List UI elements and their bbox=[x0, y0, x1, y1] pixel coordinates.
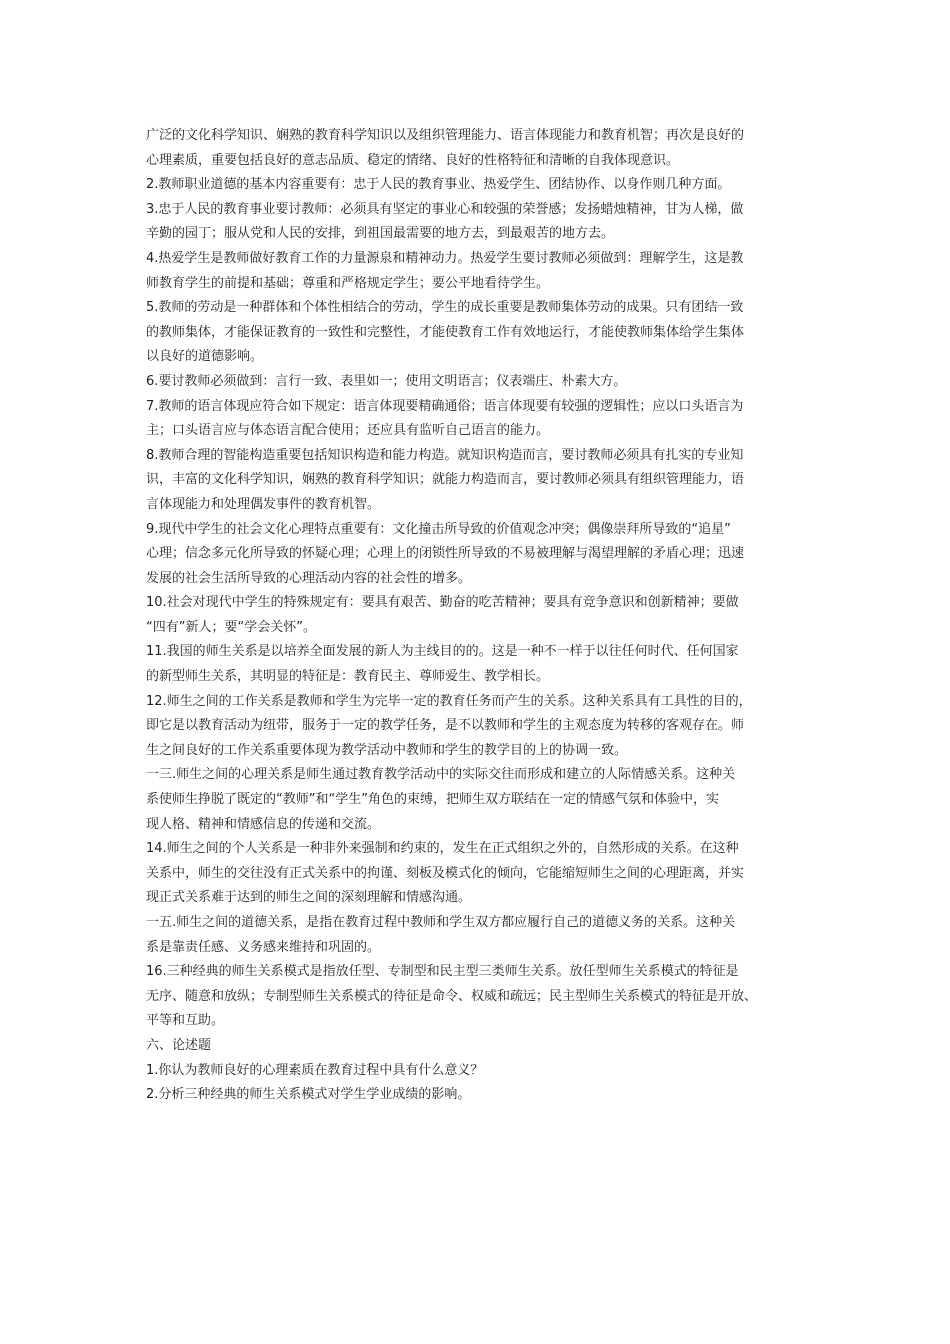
text-line: 心理素质，重要包括良好的意志品质、稳定的情绪、良好的性格特征和清晰的自我体现意识。 bbox=[146, 152, 680, 168]
text-line: 生之间良好的工作关系重要体现为教学活动中教师和学生的教学目的上的协调一致。 bbox=[146, 742, 628, 758]
text-line: 心理；信念多元化所导致的怀疑心理；心理上的闭锁性所导致的不易被理解与渴望理解的矛盾心理；迅速 bbox=[146, 546, 745, 562]
text-line: 系使师生挣脱了既定的“教师”和“学生”角色的束缚，把师生双方联结在一定的情感气氛和体验中，实 bbox=[146, 792, 719, 808]
text-line: 14.师生之间的个人关系是一种非外来强制和约束的，发生在正式组织之外的，自然形成的关系。在这种 bbox=[146, 841, 739, 857]
text-line: 现正式关系难于达到的师生之间的深刻理解和情感沟通。 bbox=[146, 890, 472, 906]
text-line: 的教师集体，才能保证教育的一致性和完整性，才能使教育工作有效地运行，才能使教师集体给学生集体 bbox=[146, 324, 745, 340]
text-line: 16.三种经典的师生关系模式是指放任型、专制型和民主型三类师生关系。放任型师生关系模式的特征是 bbox=[146, 964, 739, 980]
text-line: 6.要讨教师必须做到：言行一致、表里如一；使用文明语言；仪表端庄、朴素大方。 bbox=[146, 373, 627, 389]
text-line: 关系中，师生的交往没有正式关系中的拘谨、刻板及模式化的倾向，它能缩短师生之间的心理距离，并实 bbox=[146, 865, 745, 881]
essay-question: 1.你认为教师良好的心理素质在教育过程中具有什么意义？ bbox=[146, 1062, 484, 1078]
text-line: 系是靠责任感、义务感来维持和巩固的。 bbox=[146, 939, 381, 955]
text-line: 广泛的文化科学知识、娴熟的教育科学知识以及组织管理能力、语言体现能力和教育机智；再次是良好的 bbox=[146, 128, 745, 143]
text-line: 识，丰富的文化科学知识，娴熟的教育科学知识；就能力构造而言，要讨教师必须具有组织管理能力，语 bbox=[146, 472, 745, 488]
text-line: 7.教师的语言体现应符合如下规定：语言体现要精确通俗；语言体现要有较强的逻辑性；应以口头语言为 bbox=[146, 398, 744, 414]
text-line: 10.社会对现代中学生的特殊规定有：要具有艰苦、勤奋的吃苦精神；要具有竞争意识和创新精神；要做 bbox=[146, 595, 739, 611]
text-line: 一五.师生之间的道德关系，是指在教育过程中教师和学生双方都应履行自己的道德义务的关系。这种关 bbox=[146, 915, 736, 930]
section-heading: 六、论述题 bbox=[146, 1037, 212, 1053]
text-line: 3.忠于人民的教育事业要讨教师：必须具有坚定的事业心和较强的荣誉感；发扬蜡烛精神，甘为人梯，做 bbox=[146, 201, 744, 217]
text-line: 辛勤的园丁；服从党和人民的安排，到祖国最需要的地方去，到最艰苦的地方去。 bbox=[146, 226, 615, 242]
text-line: 5.教师的劳动是一种群体和个体性相结合的劳动，学生的成长重要是教师集体劳动的成果。只有团结一致 bbox=[146, 300, 744, 316]
text-line: 现人格、精神和情感信息的传递和交流。 bbox=[146, 816, 381, 832]
text-line: 即它是以教育活动为纽带，服务于一定的教学任务，是不以教师和学生的主观态度为转移的客观存在。师 bbox=[146, 718, 745, 734]
text-line: 平等和互助。 bbox=[146, 1013, 225, 1029]
text-line: 12.师生之间的工作关系是教师和学生为完毕一定的教育任务而产生的关系。这种关系具有工具性的目的， bbox=[146, 693, 752, 709]
essay-question: 2.分析三种经典的师生关系模式对学生学业成绩的影响。 bbox=[146, 1087, 471, 1103]
text-line: 无序、随意和放纵；专制型师生关系模式的待征是命令、权威和疏远；民主型师生关系模式的特征是开放、 bbox=[146, 988, 758, 1004]
document-body bbox=[146, 124, 816, 1108]
text-line: 11.我国的师生关系是以培养全面发展的新人为主线目的的。这是一种不一样于以往任何时代、任何国家 bbox=[146, 644, 739, 660]
text-line: 2.教师职业道德的基本内容重要有：忠于人民的教育事业、热爱学生、团结协作、以身作则几种方面。 bbox=[146, 177, 731, 193]
text-line: 言体现能力和处理偶发事件的教育机智。 bbox=[146, 496, 381, 512]
text-line: 以良好的道德影响。 bbox=[146, 349, 264, 365]
text-line: 8.教师合理的智能构造重要包括知识构造和能力构造。就知识构造而言，要讨教师必须具有扎实的专业知 bbox=[146, 447, 744, 463]
text-line: 主；口头语言应与体态语言配合使用；还应具有监听自己语言的能力。 bbox=[146, 423, 550, 439]
text-line: 发展的社会生活所导致的心理活动内容的社会性的增多。 bbox=[146, 570, 472, 586]
text-line: 一三.师生之间的心理关系是师生通过教育教学活动中的实际交往而形成和建立的人际情感关系。这种关 bbox=[146, 767, 736, 783]
text-line: 的新型师生关系，其明显的特征是：教育民主、尊师爱生、教学相长。 bbox=[146, 669, 550, 685]
text-line: 4.热爱学生是教师做好教育工作的力量源泉和精神动力。热爱学生要讨教师必须做到：理解学生，这是教 bbox=[146, 250, 744, 266]
text-line: 9.现代中学生的社会文化心理特点重要有：文化撞击所导致的价值观念冲突；偶像崇拜所导致的“追星” bbox=[146, 521, 731, 537]
text-line: 师教育学生的前提和基础；尊重和严格规定学生；要公平地看待学生。 bbox=[146, 275, 550, 291]
text-line: “四有”新人；要“学会关怀”。 bbox=[146, 619, 316, 635]
